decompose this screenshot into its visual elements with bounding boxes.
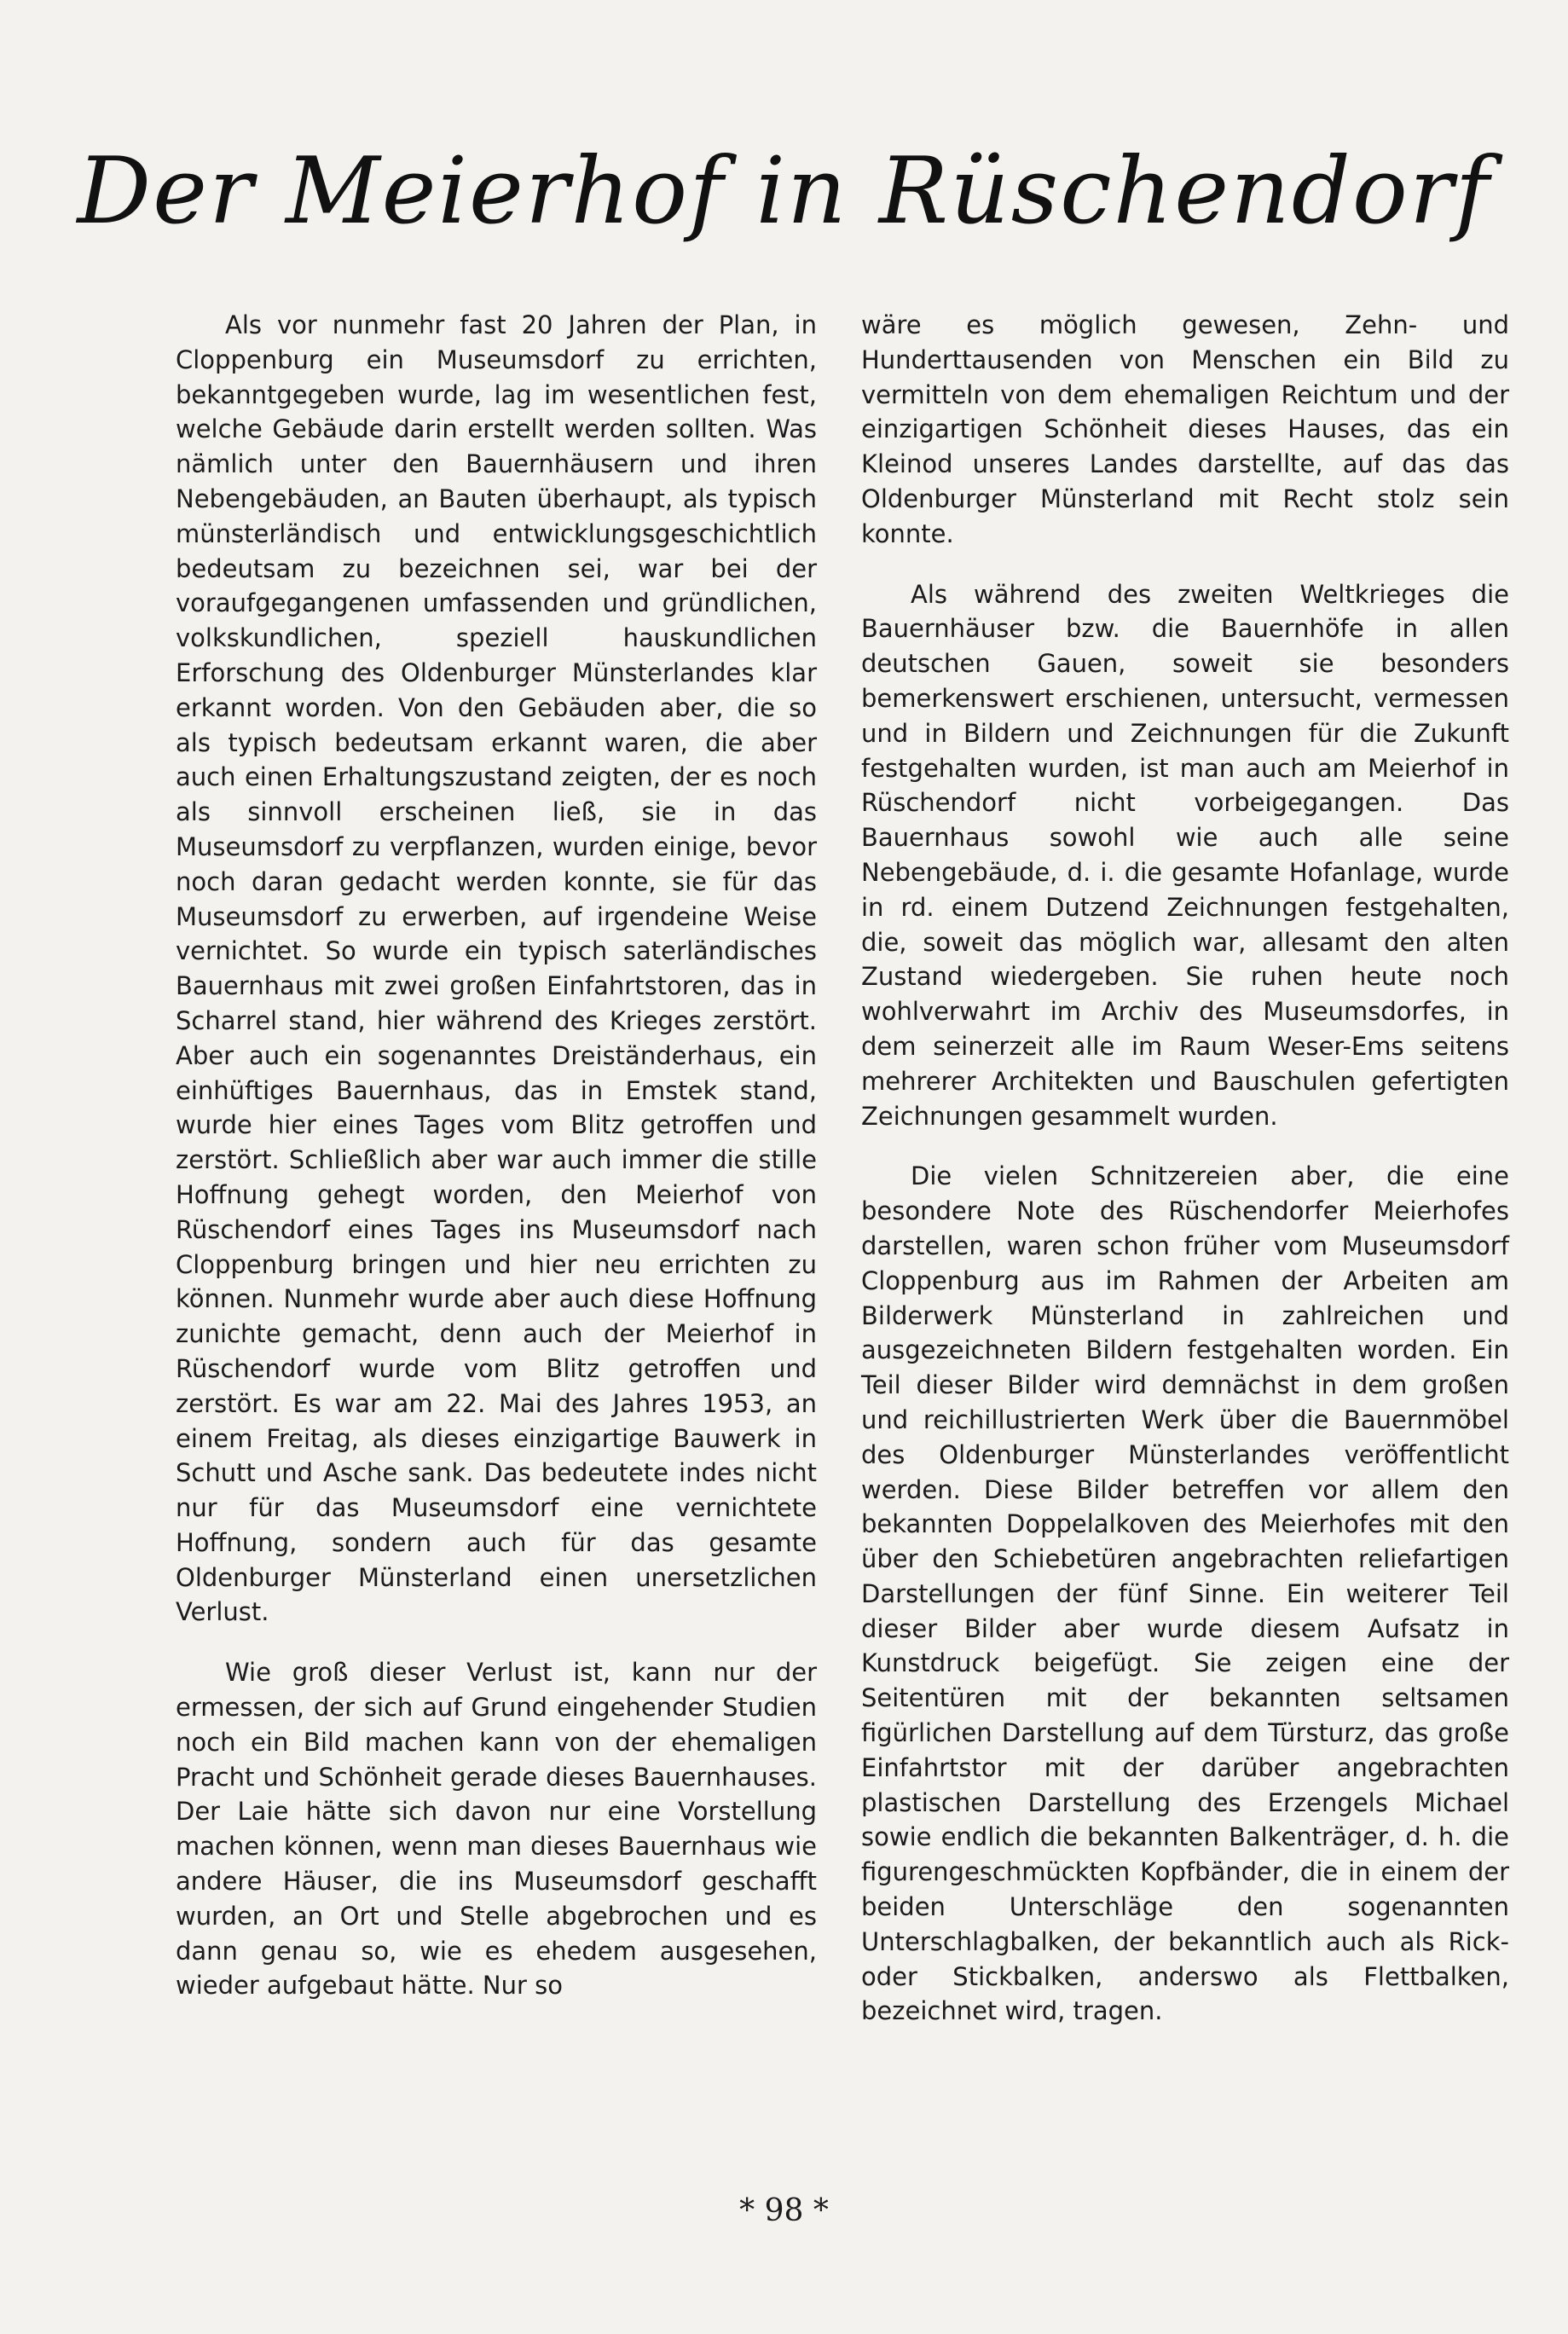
page-number: * 98 *: [739, 2193, 829, 2228]
left-column: [176, 308, 817, 2029]
paragraph: wäre es möglich gewesen, Zehn- und Hunderttausenden von Menschen ein Bild zu vermitteln von dem ehemaligen Reichtum und der einzigartigen Schönheit dieses Hauses, das ein Kleinod unseres Landes darstellte, auf das das Oldenburger Münsterland mit Recht stolz sein konnte.: [861, 310, 1509, 548]
paragraph: Als vor nunmehr fast 20 Jahren der Plan, in Cloppenburg ein Museumsdorf zu errichten, bekanntgegeben wurde, lag im wesentlichen fest, welche Gebäude darin erstellt werden sollten. Was nämlich unter den Bauernhäusern und ihren Nebengebäuden, an Bauten überhaupt, als typisch münsterländisch und entwicklungsgeschichtlich bedeutsam zu bezeichnen sei, war bei der voraufgegangenen umfassenden und gründlichen, volkskundlichen, speziell hauskundlichen Erforschung des Oldenburger Münsterlandes klar erkannt worden. Von den Gebäuden aber, die so als typisch bedeutsam erkannt waren, die aber auch einen Erhaltungszustand zeigten, der es noch als sinnvoll erscheinen ließ, sie in das Museumsdorf zu verpflanzen, wurden einige, bevor noch daran gedacht werden konnte, sie für das Museumsdorf zu erwerben, auf irgendeine Weise vernichtet. So wurde ein typisch saterländisches Bauernhaus mit zwei großen Einfahrtstoren, das in Scharrel stand, hier während des Krieges zerstört. Aber auch ein sogenanntes Dreiständerhaus, ein einhüftiges Bauernhaus, das in Emstek stand, wurde hier eines Tages vom Blitz getroffen und zerstört. Schließlich aber war auch immer die stille Hoffnung gehegt worden, den Meierhof von Rüschendorf eines Tages ins Museumsdorf nach Cloppenburg bringen und hier neu errichten zu können. Nunmehr wurde aber auch diese Hoffnung zunichte gemacht, denn auch der Meierhof in Rüschendorf wurde vom Blitz getroffen und zerstört. Es war am 22. Mai des Jahres 1953, an einem Freitag, als dieses einzigartige Bauwerk in Schutt und Asche sank. Das bedeutete indes nicht nur für das Museumsdorf eine vernichtete Hoffnung, sondern auch für das gesamte Oldenburger Münsterland einen unersetzlichen Verlust.: [176, 310, 817, 1627]
right-column: [861, 308, 1509, 2054]
article-title: Der Meierhof in Rüschendorf: [77, 138, 1491, 245]
paragraph: Als während des zweiten Weltkrieges die Bauernhäuser bzw. die Bauernhöfe in allen deutschen Gauen, soweit sie besonders bemerkenswert erschienen, untersucht, vermessen und in Bildern und Zeichnungen für die Zukunft festgehalten wurden, ist man auch am Meierhof in Rüschendorf nicht vorbeigegangen. Das Bauernhaus sowohl wie auch alle seine Nebengebäude, d. i. die gesamte Hofanlage, wurde in rd. einem Dutzend Zeichnungen festgehalten, die, soweit das möglich war, allesamt den alten Zustand wiedergeben. Sie ruhen heute noch wohlverwahrt im Archiv des Museumsdorfes, in dem seinerzeit alle im Raum Weser-Ems seitens mehrerer Architekten und Bauschulen gefertigten Zeichnungen gesammelt wurden.: [861, 579, 1509, 1131]
paragraph: Wie groß dieser Verlust ist, kann nur der ermessen, der sich auf Grund eingehender Studien noch ein Bild machen kann von der ehemaligen Pracht und Schönheit gerade dieses Bauernhauses. Der Laie hätte sich davon nur eine Vorstellung machen können, wenn man dieses Bauernhaus wie andere Häuser, die ins Museumsdorf geschafft wurden, an Ort und Stelle abgebrochen und es dann genau so, wie es ehedem ausgesehen, wieder aufgebaut hätte. Nur so: [176, 1658, 817, 2001]
paragraph: Die vielen Schnitzereien aber, die eine besondere Note des Rüschendorfer Meierhofes darstellen, waren schon früher vom Museumsdorf Cloppenburg aus im Rahmen der Arbeiten am Bilderwerk Münsterland in zahlreichen und ausgezeichneten Bildern festgehalten worden. Ein Teil dieser Bilder wird demnächst in dem großen und reichillustrierten Werk über die Bauernmöbel des Oldenburger Münsterlandes veröffentlicht werden. Diese Bilder betreffen vor allem den bekannten Doppelalkoven des Meierhofes mit den über den Schiebetüren angebrachten reliefartigen Darstellungen der fünf Sinne. Ein weiterer Teil dieser Bilder aber wurde diesem Aufsatz in Kunstdruck beigefügt. Sie zeigen eine der Seitentüren mit der bekannten seltsamen figürlichen Darstellung auf dem Türsturz, das große Einfahrtstor mit der darüber angebrachten plastischen Darstellung des Erzengels Michael sowie endlich die bekannten Balkenträger, d. h. die figurengeschmückten Kopfbänder, die in einem der beiden Unterschläge den sogenannten Unterschlagbalken, der bekanntlich auch als Rick- oder Stickbalken, anderswo als Flettbalken, bezeichnet wird, tragen.: [861, 1161, 1509, 2026]
